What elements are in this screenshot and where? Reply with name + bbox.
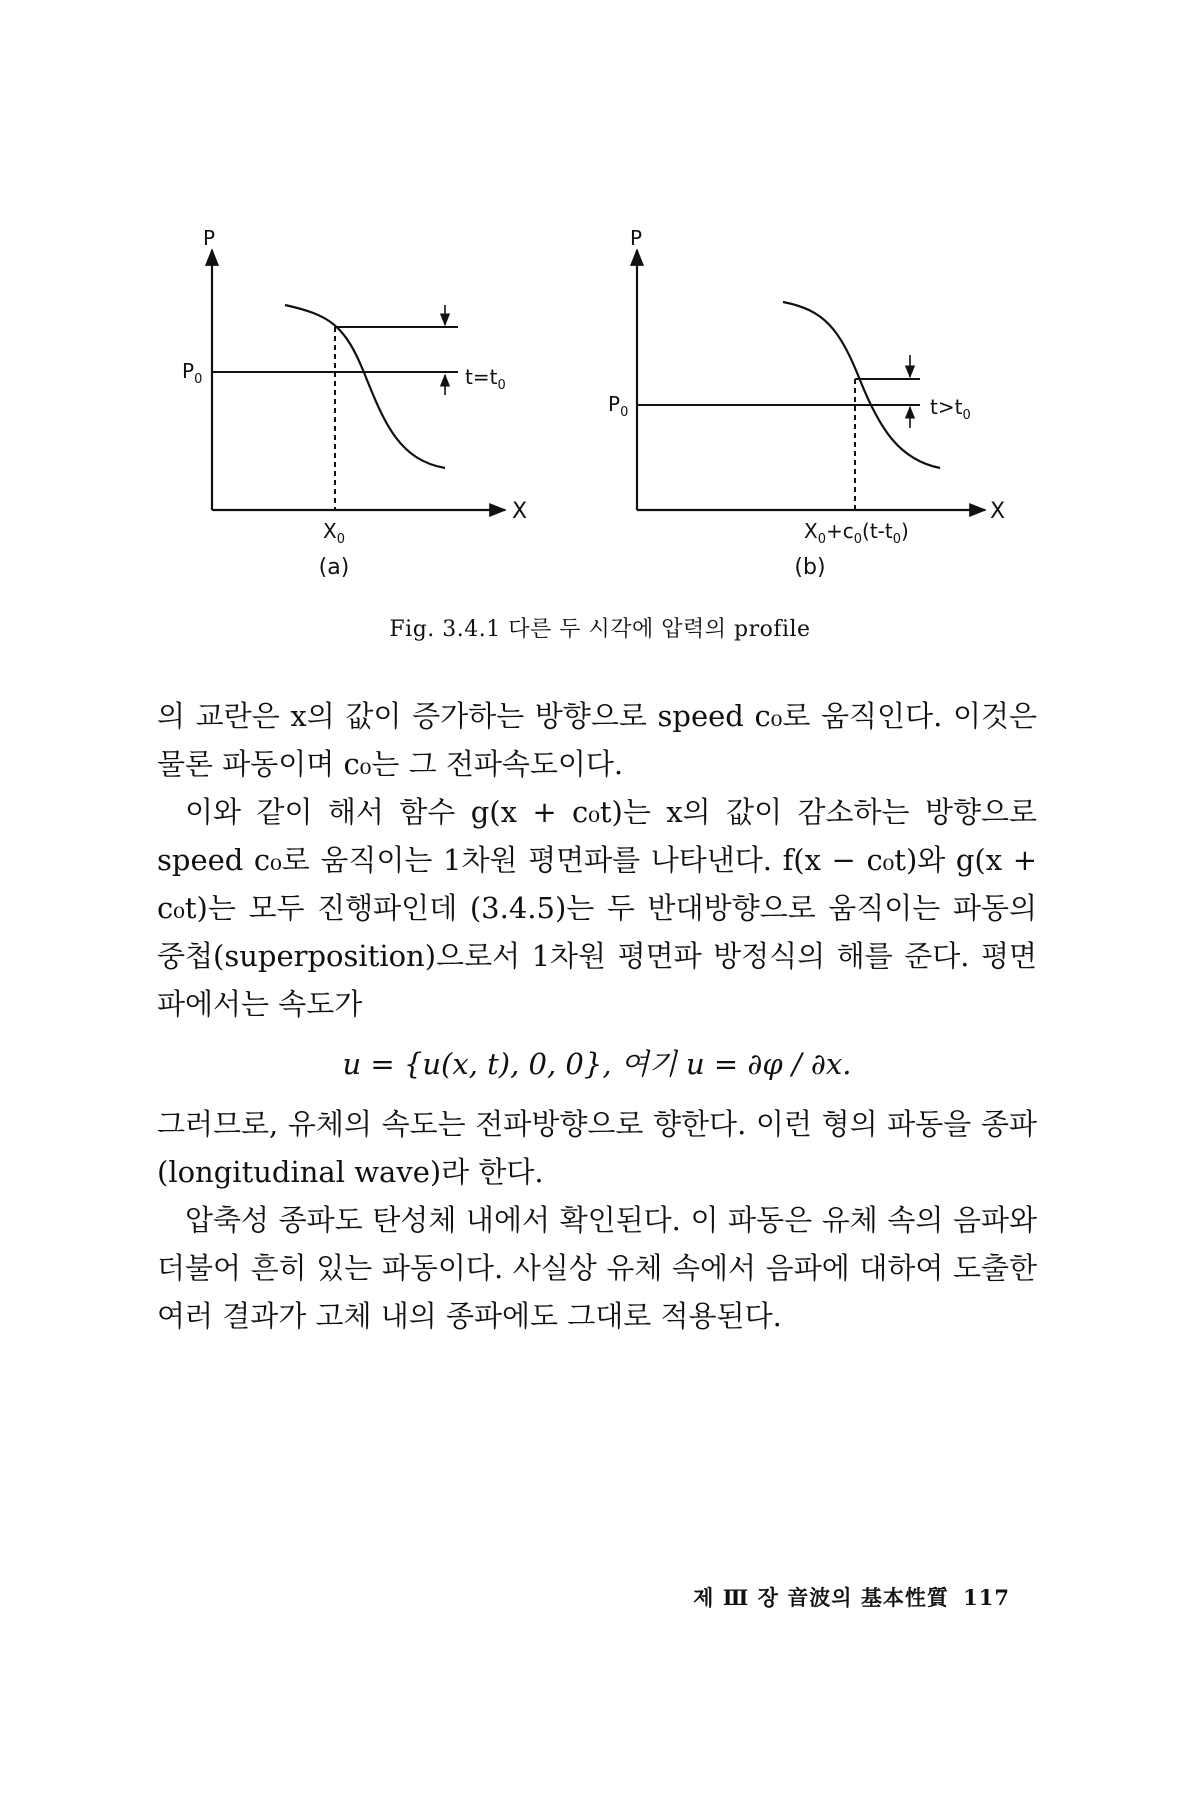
paragraph-3: 그러므로, 유체의 속도는 전파방향으로 향한다. 이런 형의 파동을 종파(longitudinal wave)라 한다. xyxy=(157,1107,1037,1189)
chapter-title: 제 Ⅲ 장 音波의 基本性質 xyxy=(693,1585,949,1610)
panel-b-x-label: X xyxy=(990,499,1006,524)
panel-b-p0-label: $P_0$ xyxy=(608,392,629,420)
paragraph-1: 의 교란은 x의 값이 증가하는 방향으로 speed c₀로 움직인다. 이것은 물론 파동이며 c₀는 그 전파속도이다. xyxy=(157,699,1037,781)
panel-b-time-label: $t>t_0$ xyxy=(930,395,971,423)
body-text xyxy=(157,692,1037,1340)
panel-b-label: (b) xyxy=(794,555,826,580)
panel-a-x-label: X xyxy=(512,499,528,524)
panel-b-pressure-curve xyxy=(783,302,940,468)
panel-b-x-position-label: $X_0+c_0(t-t_0)$ xyxy=(804,519,909,547)
panel-b-y-label: P xyxy=(630,226,643,250)
page-footer xyxy=(687,1582,1010,1612)
velocity-equation: u = {u(x, t), 0, 0}, 여기 u = ∂φ / ∂x. xyxy=(342,1047,852,1081)
panel-a-time-label: $t=t_0$ xyxy=(465,365,506,393)
panel-b xyxy=(608,226,1005,580)
page-number: 117 xyxy=(963,1585,1010,1610)
paragraph-4: 압축성 종파도 탄성체 내에서 확인된다. 이 파동은 유체 속의 음파와 더불어 흔히 있는 파동이다. 사실상 유체 속에서 음파에 대하여 도출한 여러 결과가 고체 내의 종파에도 그대로 적용된다. xyxy=(157,1203,1037,1333)
panel-a-y-label: P xyxy=(203,226,216,250)
panel-a xyxy=(182,226,527,580)
panel-a-pressure-curve xyxy=(285,305,445,468)
figure-caption: Fig. 3.4.1 다른 두 시각에 압력의 profile xyxy=(389,617,811,642)
panel-a-x0-label: $X_0$ xyxy=(323,519,345,547)
panel-a-label: (a) xyxy=(318,555,350,580)
pressure-profile-figure xyxy=(0,0,1200,640)
panel-a-p0-label: $P_0$ xyxy=(182,359,203,387)
paragraph-2: 이와 같이 해서 함수 g(x + c₀t)는 x의 값이 감소하는 방향으로 speed c₀로 움직이는 1차원 평면파를 나타낸다. f(x − c₀t)와 g(x + c₀t)는 모두 진행파인데 (3.4.5)는 두 반대방향으로 움직이는 파동의 중첩(superposition)으로서 1차원 평면파 방정식의 해를 준다. 평면파에서는 속도가 xyxy=(157,795,1037,1021)
